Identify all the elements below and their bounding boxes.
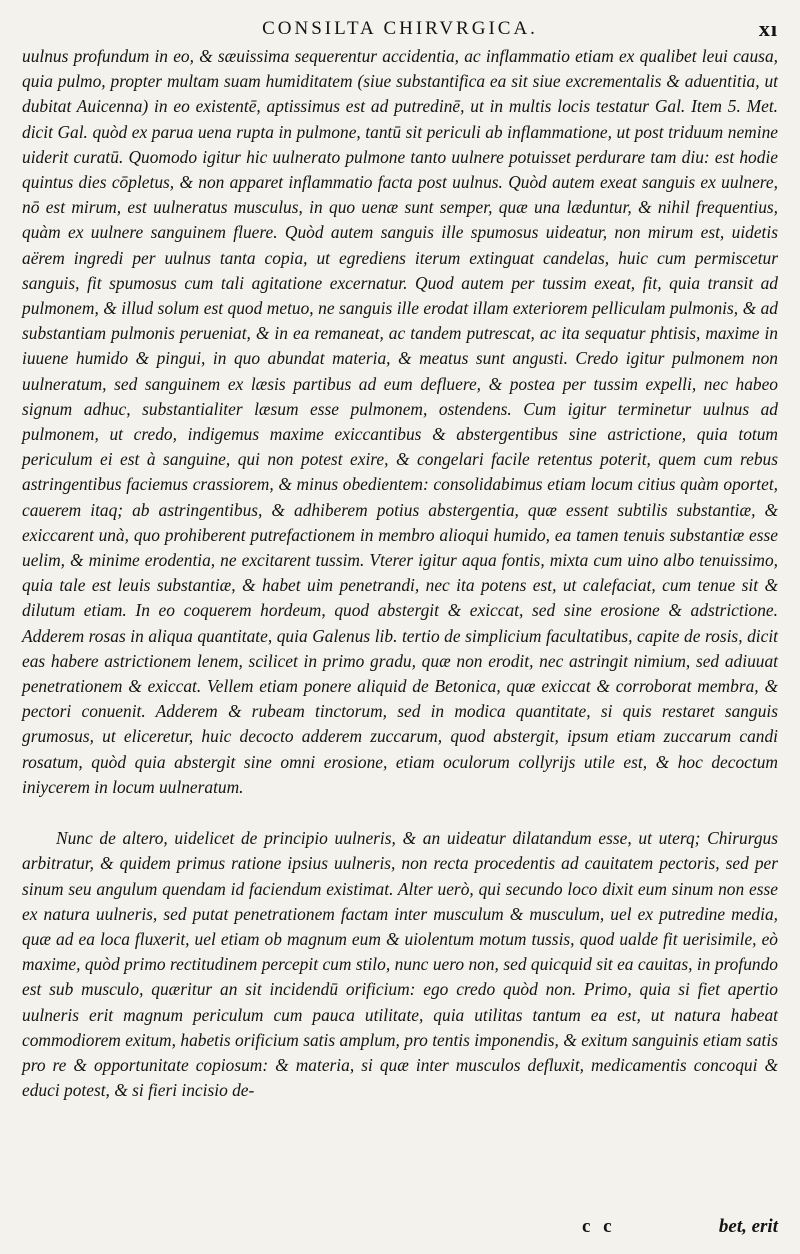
body-text: [22, 44, 778, 1103]
signature-mark: c c: [582, 1216, 616, 1237]
page-footer: [22, 1216, 778, 1246]
folio-number: xı: [758, 16, 778, 41]
running-title: CONSILTA CHIRVRGICA.: [262, 18, 538, 39]
catchword: bet, erit: [718, 1216, 778, 1237]
paragraph-1: uulnus profundum in eo, & sæuissima sequerentur accidentia, ac inflammatio etiam ex qualibet leui causa, quia pulmo, propter multam suam humiditatem (siue substantifica ea sit siue excrementalis & aduentitia, ut dubitat Auicenna) in eo existentē, aptissimus est ad putredinē, ut in multis locis testatur Gal. Item 5. Met. dicit Gal. quòd ex parua uena rupta in pulmone, tantū sit periculi ab inflammatione, ut post triduum nemine uiderit curatū. Quomodo igitur hic uulnerato pulmone tanto uulnere potuisset perdurare tam diu: est hodie quintus dies cōpletus, & non apparet inflammatio facta post uulnus. Quòd autem exeat sanguis ex uulnere, nō est mirum, est uulneratus musculus, in quo uenæ sunt semper, quæ una læduntur, & nihil frequentius, quàm ex uulnere sanguinem fluere. Quòd autem sanguis ille spumosus uideatur, non mirum est, uidetis aërem ingredi per uulnus tanta copia, ut egrediens iterum extinguat candelas, huic cum permiscetur sanguis, fit spumosus cum tali agitatione excernatur. Quod autem per tussim exeat, fit, quia transit ad pulmonem, & illud solum est quod metuo, ne sanguis ille erodat illam exteriorem pelliculam pulmonis, & ad substantiam pulmonis perueniat, & in ea remaneat, ac tandem putrescat, ac ita sequatur phtisis, maxime in iuuene humido & pingui, in quo abundat materia, & meatus sunt angusti. Credo igitur pulmonem non uulneratum, sed sanguinem ex læsis partibus ad eum defluere, & postea per tussim expelli, nec habeo signum adhuc, substantialiter læsum esse pulmonem, ostendens. Cum igitur terminetur uulnus ad pulmonem, ut credo, indigemus maxime exiccantibus & abstergentibus sine astrictione, quia totum periculum ei est à sanguine, qui non potest exire, & congelari facile retentus poterit, quem cum rebus astringentibus faciemus crassiorem, & minus obedientem: consolidabimus etiam locum citius quàm oportet, cauerem itaq; ab astringentibus, & adhiberem potius abstergentia, quæ essent subtilis substantiæ, & exiccarent unà, quo prohiberent putrefactionem in membro alioqui humido, ea tamen tenuis substantiæ esse uelim, & minime erodentia, ne excitarent tussim. Vterer igitur aqua fontis, mixta cum uino albo tenuissimo, quia tale est leuis substantiæ, & habet uim penetrandi, nec ita potens est, ut calefaciat, cum tenue sit & dilutum etiam. In eo coquerem hordeum, quod abstergit & exiccat, sed sine erosione & adstrictione. Adderem rosas in aliqua quantitate, quia Galenus lib. tertio de simplicium facultatibus, capite de rosis, dicit eas habere astrictionem lenem, scilicet in primo gradu, quæ non erodit, nec astringit nimium, sed adiuuat penetrationem & exiccat. Vellem etiam ponere aliquid de Betonica, quæ exiccat & corroborat membra, & pectori conuenit. Adderem & rubeam tinctorum, sed in modica quantitate, si quis restaret sanguis grumosus, ut eliceretur, huic decocto adderem zuccarum, quod abstergit, ipsum etiam zuccarum candi rosatum, quòd quia abstergit sine omni erosione, etiam oculorum collyrijs utile est, & hoc decoctum iniycerem in locum uulneratum.: [22, 46, 778, 797]
running-head: [22, 16, 778, 44]
paragraph-2: Nunc de altero, uidelicet de principio uulneris, & an uideatur dilatandum esse, ut uterq; Chirurgus arbitratur, & quidem primus ratione ipsius uulneris, non recta procedentis ad cauitatem pectoris, sed per sinum seu angulum quendam id faciendum existimat. Alter uerò, qui secundo loco dixit eum sinum non esse ex natura uulneris, sed putat penetrationem factam inter musculum & musculum, uel ex putredine media, quæ ad ea loca fluxerit, uel etiam ob magnum eum & uiolentum motum tussis, quod ualde fit uerisimile, eò maxime, quòd primo rectitudinem percepit cum stilo, nunc uero non, sed quicquid sit ea cauitas, in profundo est sub musculo, quæritur an sit incidendū orificium: ego credo quòd non. Primo, quia si fiet apertio uulneris erit magnum periculum cum pauca utilitate, quia utilitas tantum ea est, ut natura habeat commodiorem exitum, habetis orificium satis amplum, pro tentis imponendis, & exitum sanguinis etiam satis pro re & opportunitate copiosum: & materia, si quæ inter musculos defluxit, medicamentis concoqui & educi potest, & si fieri incisio de-: [22, 828, 778, 1101]
